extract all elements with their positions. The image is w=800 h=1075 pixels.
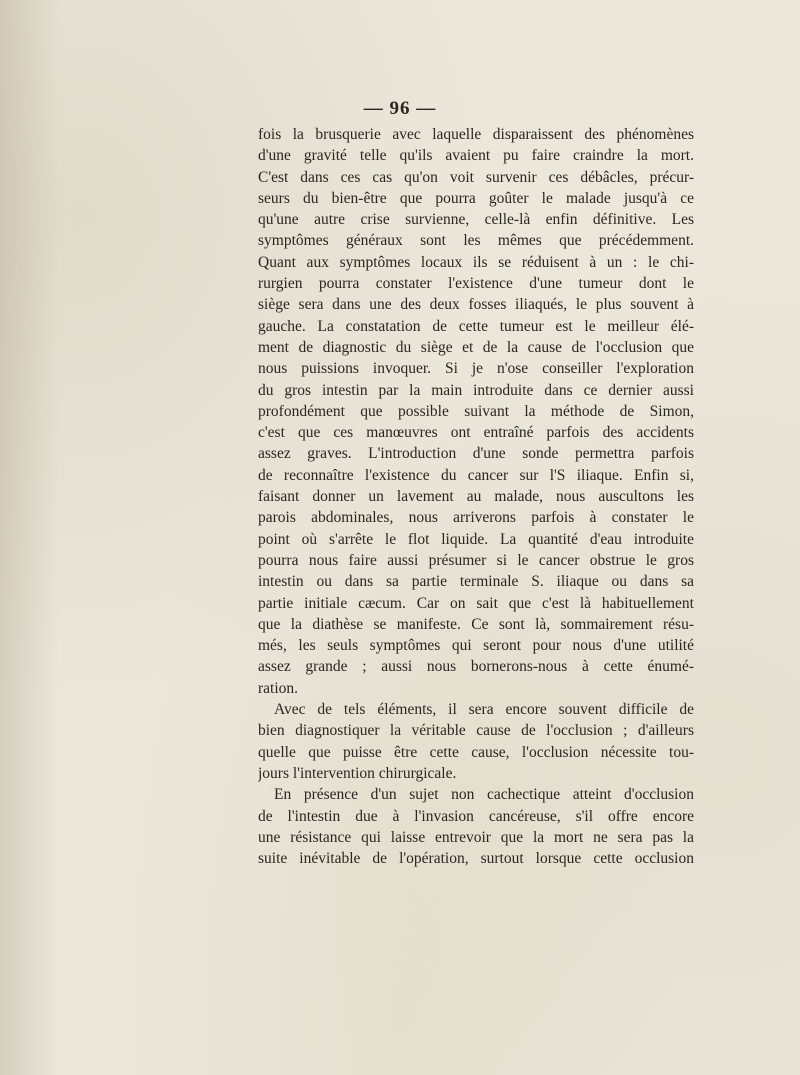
text-line: qu'une autre crise survienne, celle-là enfin définitive. Les — [258, 211, 694, 229]
text-line: gauche. La constatation de cette tumeur est le meilleur élé- — [258, 317, 694, 335]
text-line: seurs du bien-être que pourra goûter le malade jusqu'à ce — [258, 189, 694, 207]
text-line: de reconnaître l'existence du cancer sur l'S iliaque. Enfin si, — [258, 466, 694, 484]
paragraph — [258, 699, 694, 784]
text-line: partie initiale cæcum. Car on sait que c'est là habituellement — [258, 594, 694, 612]
text-line: une résistance qui laisse entrevoir que la mort ne sera pas la — [258, 828, 694, 846]
text-line: ment de diagnostic du siège et de la cause de l'occlusion que — [258, 338, 694, 356]
text-line: profondément que possible suivant la méthode de Simon, — [258, 402, 694, 420]
text-line: nous puissions invoquer. Si je n'ose conseiller l'exploration — [258, 360, 694, 378]
text-line: intestin ou dans sa partie terminale S. iliaque ou dans sa — [258, 573, 694, 591]
paragraph — [258, 784, 694, 869]
text-line: Quant aux symptômes locaux ils se réduisent à un : le chi- — [258, 253, 694, 271]
text-line: assez graves. L'introduction d'une sonde permettra parfois — [258, 445, 694, 463]
text-line: symptômes généraux sont les mêmes que précédemment. — [258, 232, 694, 250]
paragraph — [258, 124, 694, 699]
page-number: — 96 — — [363, 98, 437, 119]
body-text — [258, 124, 694, 869]
text-line: d'une gravité telle qu'ils avaient pu faire craindre la mort. — [258, 147, 694, 165]
text-line: que la diathèse se manifeste. Ce sont là, sommairement résu- — [258, 615, 694, 633]
text-line: En présence d'un sujet non cachectique atteint d'occlusion — [274, 786, 694, 804]
text-line: pourra nous faire aussi présumer si le cancer obstrue le gros — [258, 551, 694, 569]
text-line: fois la brusquerie avec laquelle disparaissent des phénomènes — [258, 126, 694, 143]
text-line: quelle que puisse être cette cause, l'occlusion nécessite tou- — [258, 743, 694, 761]
text-line: més, les seuls symptômes qui seront pour nous d'une utilité — [258, 637, 694, 655]
text-line: de l'intestin due à l'invasion cancéreuse, s'il offre encore — [258, 807, 694, 825]
text-line: du gros intestin par la main introduite dans ce dernier aussi — [258, 381, 694, 399]
text-line: assez grande ; aussi nous bornerons-nous à cette énumé- — [258, 658, 694, 676]
text-line: ration. — [258, 679, 299, 697]
page-edge-shadow — [0, 0, 60, 1075]
text-line: parois abdominales, nous arriverons parfois à constater le — [258, 509, 694, 527]
text-line: c'est que ces manœuvres ont entraîné parfois des accidents — [258, 424, 694, 442]
text-line: jours l'intervention chirurgicale. — [258, 764, 457, 782]
text-line: point où s'arrête le flot liquide. La quantité d'eau introduite — [258, 530, 694, 548]
text-line: faisant donner un lavement au malade, nous auscultons les — [258, 488, 694, 506]
text-line: Avec de tels éléments, il sera encore souvent difficile de — [274, 701, 694, 719]
text-line: bien diagnostiquer la véritable cause de l'occlusion ; d'ailleurs — [258, 722, 694, 740]
text-line: siège sera dans une des deux fosses iliaqués, le plus souvent à — [258, 296, 694, 314]
text-line: rurgien pourra constater l'existence d'une tumeur dont le — [258, 275, 694, 293]
text-line: C'est dans ces cas qu'on voit survenir ces débâcles, précur- — [258, 168, 694, 186]
text-line: suite inévitable de l'opération, surtout lorsque cette occlusion — [258, 850, 694, 868]
